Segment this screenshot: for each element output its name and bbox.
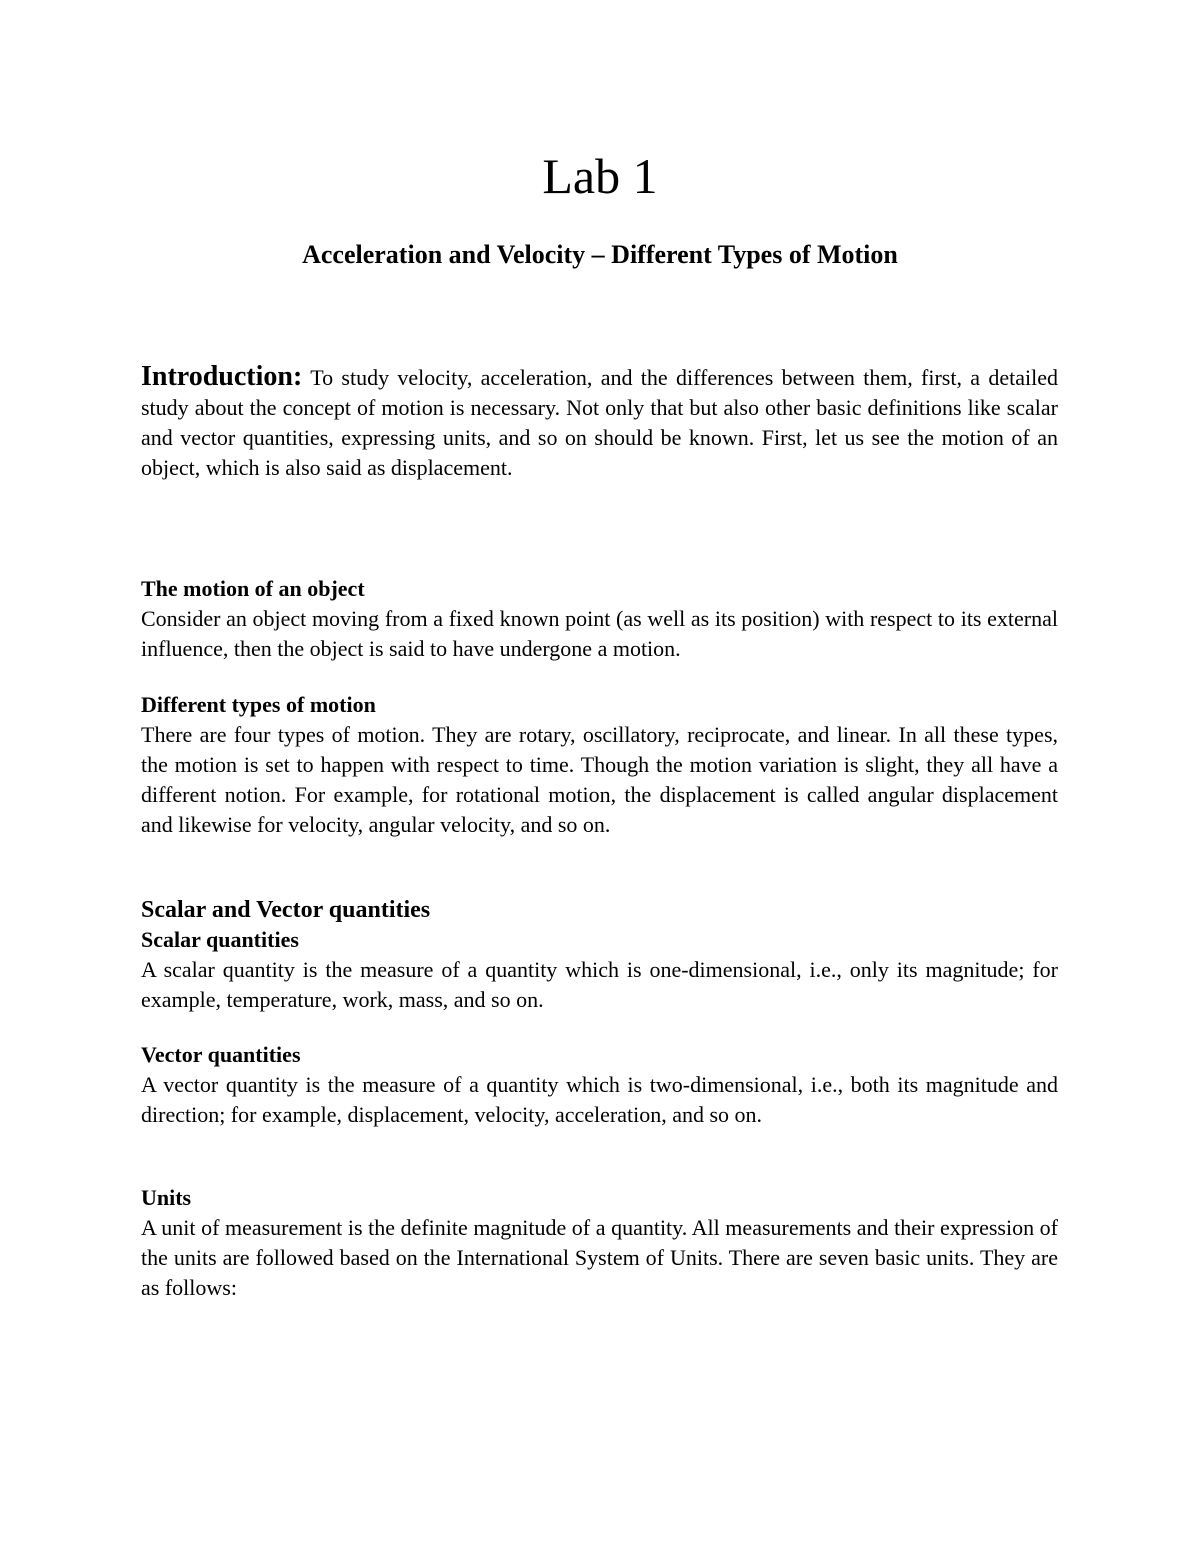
subsection-text-scalar: A scalar quantity is the measure of a quantity which is one-dimensional, i.e., only its magnitude; for example, temperature, work, mass, and so on. [141,957,1058,1012]
subsection-text-vector: A vector quantity is the measure of a quantity which is two-dimensional, i.e., both its magnitude and direction; for example, displacement, velocity, acceleration, and so on. [141,1072,1058,1127]
section-heading-motion-of-object: The motion of an object [141,576,365,601]
section-vector-quantities [141,1040,1058,1130]
section-heading-types-of-motion: Different types of motion [141,692,376,717]
subsection-heading-vector: Vector quantities [141,1042,301,1067]
page-subtitle: Acceleration and Velocity – Different Types of Motion [302,240,898,269]
section-heading-units: Units [141,1185,192,1210]
subsection-heading-scalar: Scalar quantities [141,927,299,952]
section-motion-of-object [141,574,1058,664]
introduction-text: To study velocity, acceleration, and the differences between them, first, a detailed study about the concept of motion is necessary. Not only that but also other basic definitions like scalar and vector quantities, expressing units, and so on should be known. First, let us see the motion of an object, which is also said as displacement. [141,365,1058,480]
section-text-types-of-motion: There are four types of motion. They are rotary, oscillatory, reciprocate, and linear. In all these types, the motion is set to happen with respect to time. Though the motion variation is slight, they all have a different notion. For example, for rotational motion, the displacement is called angular displacement and likewise for velocity, angular velocity, and so on. [141,722,1058,837]
introduction-label: Introduction: [141,361,303,392]
page-title: Lab 1 [542,148,658,204]
section-types-of-motion [141,690,1058,840]
section-scalar-vector [141,895,1058,1015]
introduction-paragraph [141,362,1058,483]
section-text-motion-of-object: Consider an object moving from a fixed known point (as well as its position) with respect to its external influence, then the object is said to have undergone a motion. [141,606,1058,661]
section-units [141,1183,1058,1303]
section-heading-scalar-vector: Scalar and Vector quantities [141,897,431,923]
section-text-units: A unit of measurement is the definite magnitude of a quantity. All measurements and their expression of the units are followed based on the International System of Units. There are seven basic units. They are as follows: [141,1215,1058,1300]
